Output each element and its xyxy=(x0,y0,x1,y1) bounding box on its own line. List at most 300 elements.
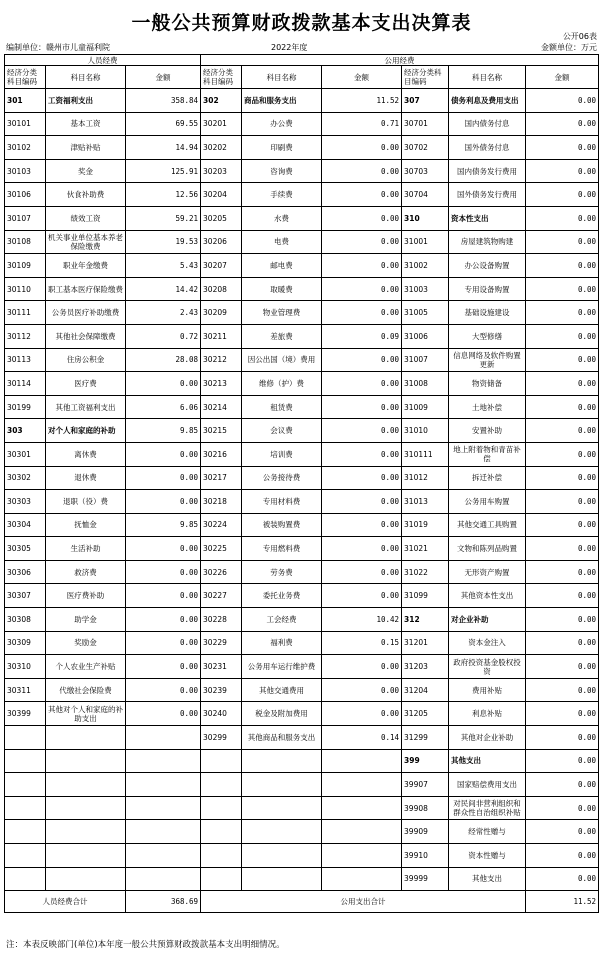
item-name xyxy=(242,844,322,868)
item-name: 手续费 xyxy=(242,183,322,207)
item-amount: 0.09 xyxy=(322,324,402,348)
item-name xyxy=(242,820,322,844)
item-name xyxy=(46,726,126,750)
item-code: 30216 xyxy=(201,442,242,466)
item-name: 职工基本医疗保险缴费 xyxy=(46,277,126,301)
column-header-row xyxy=(5,66,599,89)
item-amount xyxy=(322,796,402,820)
item-name: 土地补偿 xyxy=(449,395,526,419)
item-name: 经常性赠与 xyxy=(449,820,526,844)
table-row xyxy=(5,773,599,797)
item-name: 退休费 xyxy=(46,466,126,490)
item-amount: 0.00 xyxy=(322,206,402,230)
item-code: 301 xyxy=(5,89,46,113)
item-amount xyxy=(126,749,201,773)
header-amount: 金额 xyxy=(526,66,599,89)
item-name: 医疗费补助 xyxy=(46,584,126,608)
item-name: 大型修缮 xyxy=(449,324,526,348)
item-name: 其他支出 xyxy=(449,749,526,773)
public-total-value: 11.52 xyxy=(526,891,599,913)
item-code: 30228 xyxy=(201,608,242,632)
item-name: 其他对个人和家庭的补助支出 xyxy=(46,702,126,726)
item-amount: 2.43 xyxy=(126,301,201,325)
item-code: 31299 xyxy=(402,726,449,750)
item-code: 30109 xyxy=(5,254,46,278)
table-row xyxy=(5,183,599,207)
item-code: 30102 xyxy=(5,136,46,160)
item-amount: 0.00 xyxy=(126,537,201,561)
item-name: 被装购置费 xyxy=(242,513,322,537)
item-amount xyxy=(126,867,201,891)
item-code: 30302 xyxy=(5,466,46,490)
item-code xyxy=(5,773,46,797)
section-public: 公用经费 xyxy=(201,55,599,66)
item-code: 30201 xyxy=(201,112,242,136)
item-amount: 0.00 xyxy=(322,230,402,254)
item-name: 资本性赠与 xyxy=(449,844,526,868)
table-row xyxy=(5,442,599,466)
item-code: 30307 xyxy=(5,584,46,608)
item-amount: 0.00 xyxy=(526,230,599,254)
item-amount: 0.00 xyxy=(526,608,599,632)
item-code: 30108 xyxy=(5,230,46,254)
item-amount: 0.00 xyxy=(126,678,201,702)
item-name xyxy=(46,867,126,891)
item-amount xyxy=(126,844,201,868)
item-name: 维修（护）费 xyxy=(242,372,322,396)
item-amount: 14.94 xyxy=(126,136,201,160)
table-row xyxy=(5,678,599,702)
item-amount: 0.00 xyxy=(322,395,402,419)
item-name: 公务接待费 xyxy=(242,466,322,490)
item-name: 伙食补助费 xyxy=(46,183,126,207)
item-code: 31008 xyxy=(402,372,449,396)
item-amount xyxy=(126,796,201,820)
item-amount: 0.00 xyxy=(526,183,599,207)
item-code: 310111 xyxy=(402,442,449,466)
item-code xyxy=(201,820,242,844)
item-amount: 14.42 xyxy=(126,277,201,301)
item-amount: 0.00 xyxy=(526,655,599,679)
item-name: 委托业务费 xyxy=(242,584,322,608)
item-name: 职业年金缴费 xyxy=(46,254,126,278)
table-row xyxy=(5,277,599,301)
item-code: 31002 xyxy=(402,254,449,278)
item-name: 咨询费 xyxy=(242,159,322,183)
item-name: 国家赔偿费用支出 xyxy=(449,773,526,797)
item-code xyxy=(5,844,46,868)
item-code: 303 xyxy=(5,419,46,443)
item-code xyxy=(201,796,242,820)
item-amount: 28.08 xyxy=(126,348,201,372)
table-row xyxy=(5,631,599,655)
item-code: 31099 xyxy=(402,584,449,608)
header-amount: 金额 xyxy=(322,66,402,89)
item-amount: 0.00 xyxy=(322,136,402,160)
item-name: 培训费 xyxy=(242,442,322,466)
item-amount: 0.00 xyxy=(526,560,599,584)
item-amount: 0.00 xyxy=(526,89,599,113)
item-code: 30107 xyxy=(5,206,46,230)
item-code: 30214 xyxy=(201,395,242,419)
item-name: 工会经费 xyxy=(242,608,322,632)
item-name: 绩效工资 xyxy=(46,206,126,230)
table-row xyxy=(5,395,599,419)
item-name: 津贴补贴 xyxy=(46,136,126,160)
item-code: 39908 xyxy=(402,796,449,820)
item-name xyxy=(46,844,126,868)
item-amount: 59.21 xyxy=(126,206,201,230)
table-row xyxy=(5,136,599,160)
table-row xyxy=(5,324,599,348)
item-code: 30304 xyxy=(5,513,46,537)
item-code: 30310 xyxy=(5,655,46,679)
item-code: 30113 xyxy=(5,348,46,372)
item-code: 307 xyxy=(402,89,449,113)
table-row xyxy=(5,655,599,679)
item-code: 39910 xyxy=(402,844,449,868)
item-name xyxy=(46,773,126,797)
item-amount: 0.00 xyxy=(526,513,599,537)
item-code: 30110 xyxy=(5,277,46,301)
item-name: 公务员医疗补助缴费 xyxy=(46,301,126,325)
item-amount: 0.00 xyxy=(526,419,599,443)
table-row xyxy=(5,254,599,278)
item-code: 30239 xyxy=(201,678,242,702)
item-name: 住房公积金 xyxy=(46,348,126,372)
item-name: 其他社会保障缴费 xyxy=(46,324,126,348)
item-code xyxy=(5,867,46,891)
item-code: 30226 xyxy=(201,560,242,584)
item-code: 30209 xyxy=(201,301,242,325)
item-name: 对企业补助 xyxy=(449,608,526,632)
item-name: 其他对企业补助 xyxy=(449,726,526,750)
item-amount xyxy=(322,844,402,868)
item-code: 30111 xyxy=(5,301,46,325)
item-name: 政府投资基金股权投资 xyxy=(449,655,526,679)
item-name: 安置补助 xyxy=(449,419,526,443)
item-amount: 0.00 xyxy=(322,159,402,183)
item-amount: 0.71 xyxy=(322,112,402,136)
table-row xyxy=(5,419,599,443)
table-row xyxy=(5,372,599,396)
item-amount: 0.00 xyxy=(126,560,201,584)
item-code: 30218 xyxy=(201,490,242,514)
item-code: 30309 xyxy=(5,631,46,655)
item-name: 其他交通工具购置 xyxy=(449,513,526,537)
table-row xyxy=(5,89,599,113)
item-code: 30206 xyxy=(201,230,242,254)
item-code: 30224 xyxy=(201,513,242,537)
item-amount: 0.00 xyxy=(526,678,599,702)
item-name: 税金及附加费用 xyxy=(242,702,322,726)
item-code: 31019 xyxy=(402,513,449,537)
item-amount xyxy=(322,773,402,797)
item-name: 国外债务付息 xyxy=(449,136,526,160)
table-row xyxy=(5,230,599,254)
item-code: 30225 xyxy=(201,537,242,561)
item-amount: 0.00 xyxy=(526,254,599,278)
item-name xyxy=(46,820,126,844)
item-amount xyxy=(322,749,402,773)
item-name xyxy=(46,796,126,820)
item-amount: 0.00 xyxy=(322,655,402,679)
item-amount: 0.00 xyxy=(126,702,201,726)
report-year: 2022年度 xyxy=(271,43,308,52)
item-amount: 125.91 xyxy=(126,159,201,183)
item-name: 离休费 xyxy=(46,442,126,466)
item-name xyxy=(242,773,322,797)
item-name: 助学金 xyxy=(46,608,126,632)
item-name: 印刷费 xyxy=(242,136,322,160)
item-amount: 0.00 xyxy=(322,678,402,702)
header-name: 科目名称 xyxy=(242,66,322,89)
item-name: 文物和陈列品购置 xyxy=(449,537,526,561)
table-row xyxy=(5,726,599,750)
item-code: 31204 xyxy=(402,678,449,702)
item-code xyxy=(5,726,46,750)
item-amount: 0.00 xyxy=(526,136,599,160)
item-name: 退职（役）费 xyxy=(46,490,126,514)
item-amount: 0.00 xyxy=(322,372,402,396)
item-name: 对民间非营利组织和群众性自治组织补贴 xyxy=(449,796,526,820)
expenditure-table xyxy=(4,54,599,913)
item-code xyxy=(201,844,242,868)
table-row xyxy=(5,608,599,632)
item-code: 30227 xyxy=(201,584,242,608)
item-amount: 0.00 xyxy=(322,348,402,372)
item-name: 其他商品和服务支出 xyxy=(242,726,322,750)
table-row xyxy=(5,537,599,561)
item-code: 30203 xyxy=(201,159,242,183)
header-name: 科目名称 xyxy=(46,66,126,89)
item-name: 邮电费 xyxy=(242,254,322,278)
item-code: 30202 xyxy=(201,136,242,160)
table-row xyxy=(5,796,599,820)
table-row xyxy=(5,702,599,726)
item-amount: 0.00 xyxy=(126,584,201,608)
item-amount: 0.00 xyxy=(526,206,599,230)
item-code: 30207 xyxy=(201,254,242,278)
item-name: 专用材料费 xyxy=(242,490,322,514)
item-name: 奖金 xyxy=(46,159,126,183)
table-row xyxy=(5,749,599,773)
item-code: 310 xyxy=(402,206,449,230)
item-name: 差旅费 xyxy=(242,324,322,348)
header-code: 经济分类科目编码 xyxy=(402,66,449,89)
item-amount: 12.56 xyxy=(126,183,201,207)
item-name xyxy=(242,867,322,891)
item-amount xyxy=(322,820,402,844)
item-name: 因公出国（境）费用 xyxy=(242,348,322,372)
item-code: 30213 xyxy=(201,372,242,396)
item-code: 30704 xyxy=(402,183,449,207)
item-code: 31201 xyxy=(402,631,449,655)
item-code: 312 xyxy=(402,608,449,632)
item-amount xyxy=(126,773,201,797)
item-name: 物业管理费 xyxy=(242,301,322,325)
item-name: 代缴社会保险费 xyxy=(46,678,126,702)
table-row xyxy=(5,159,599,183)
item-code: 30701 xyxy=(402,112,449,136)
item-name: 公务用车购置 xyxy=(449,490,526,514)
table-number: 公开06表 xyxy=(562,32,597,41)
item-amount: 0.00 xyxy=(322,537,402,561)
item-name: 劳务费 xyxy=(242,560,322,584)
item-code: 30211 xyxy=(201,324,242,348)
header-code: 经济分类科目编码 xyxy=(5,66,46,89)
item-amount: 0.00 xyxy=(526,820,599,844)
item-amount: 0.00 xyxy=(526,301,599,325)
table-row xyxy=(5,513,599,537)
item-name: 专用设备购置 xyxy=(449,277,526,301)
item-code: 39907 xyxy=(402,773,449,797)
item-name: 租赁费 xyxy=(242,395,322,419)
item-name: 福利费 xyxy=(242,631,322,655)
item-amount: 0.00 xyxy=(126,655,201,679)
item-name: 拆迁补偿 xyxy=(449,466,526,490)
item-code: 30101 xyxy=(5,112,46,136)
item-code: 31010 xyxy=(402,419,449,443)
item-amount: 0.00 xyxy=(526,112,599,136)
item-amount: 0.00 xyxy=(322,183,402,207)
item-amount: 0.00 xyxy=(526,844,599,868)
item-code: 31203 xyxy=(402,655,449,679)
item-name xyxy=(242,749,322,773)
item-amount: 5.43 xyxy=(126,254,201,278)
item-code: 31009 xyxy=(402,395,449,419)
table-row xyxy=(5,820,599,844)
item-code xyxy=(201,749,242,773)
item-name: 办公设备购置 xyxy=(449,254,526,278)
item-code: 302 xyxy=(201,89,242,113)
item-code: 31022 xyxy=(402,560,449,584)
item-amount: 0.00 xyxy=(526,584,599,608)
item-code: 30199 xyxy=(5,395,46,419)
header-amount: 金额 xyxy=(126,66,201,89)
item-name: 利息补贴 xyxy=(449,702,526,726)
item-name: 物资储备 xyxy=(449,372,526,396)
item-code: 30301 xyxy=(5,442,46,466)
item-amount: 0.00 xyxy=(526,702,599,726)
item-amount: 0.00 xyxy=(126,631,201,655)
item-code: 30311 xyxy=(5,678,46,702)
item-code: 30703 xyxy=(402,159,449,183)
item-amount: 0.00 xyxy=(126,372,201,396)
table-row xyxy=(5,466,599,490)
item-code xyxy=(5,749,46,773)
item-amount: 0.00 xyxy=(526,159,599,183)
item-name: 资本性支出 xyxy=(449,206,526,230)
item-name: 专用燃料费 xyxy=(242,537,322,561)
report-meta xyxy=(6,42,597,53)
item-amount: 11.52 xyxy=(322,89,402,113)
totals-row xyxy=(5,891,599,913)
item-name: 对个人和家庭的补助 xyxy=(46,419,126,443)
public-total-label: 公用支出合计 xyxy=(201,891,526,913)
item-amount: 0.00 xyxy=(526,867,599,891)
item-name: 商品和服务支出 xyxy=(242,89,322,113)
item-name: 公务用车运行维护费 xyxy=(242,655,322,679)
item-amount: 0.00 xyxy=(526,395,599,419)
table-row xyxy=(5,301,599,325)
item-code: 30208 xyxy=(201,277,242,301)
item-code xyxy=(201,773,242,797)
item-code: 31012 xyxy=(402,466,449,490)
amount-unit: 金额单位：万元 xyxy=(541,43,597,52)
item-amount: 6.06 xyxy=(126,395,201,419)
item-name: 债务利息及费用支出 xyxy=(449,89,526,113)
item-code: 31005 xyxy=(402,301,449,325)
item-code: 30103 xyxy=(5,159,46,183)
table-row xyxy=(5,844,599,868)
item-code: 30212 xyxy=(201,348,242,372)
table-row xyxy=(5,348,599,372)
item-amount: 0.00 xyxy=(126,608,201,632)
item-code: 31006 xyxy=(402,324,449,348)
item-name: 其他资本性支出 xyxy=(449,584,526,608)
item-code: 30205 xyxy=(201,206,242,230)
item-code: 30112 xyxy=(5,324,46,348)
item-amount: 0.00 xyxy=(322,442,402,466)
item-code: 30231 xyxy=(201,655,242,679)
item-amount: 0.00 xyxy=(322,702,402,726)
item-amount xyxy=(322,867,402,891)
item-amount: 9.85 xyxy=(126,419,201,443)
item-code: 30308 xyxy=(5,608,46,632)
item-name: 水费 xyxy=(242,206,322,230)
item-code: 30217 xyxy=(201,466,242,490)
item-code: 30305 xyxy=(5,537,46,561)
table-row xyxy=(5,490,599,514)
item-name: 奖励金 xyxy=(46,631,126,655)
item-amount: 0.00 xyxy=(526,490,599,514)
item-amount: 0.00 xyxy=(322,560,402,584)
item-name: 费用补贴 xyxy=(449,678,526,702)
item-name: 电费 xyxy=(242,230,322,254)
table-row xyxy=(5,584,599,608)
item-code: 30399 xyxy=(5,702,46,726)
item-amount: 0.15 xyxy=(322,631,402,655)
item-amount: 0.00 xyxy=(126,490,201,514)
item-amount: 0.00 xyxy=(526,442,599,466)
item-code: 30106 xyxy=(5,183,46,207)
item-amount: 10.42 xyxy=(322,608,402,632)
item-code: 30229 xyxy=(201,631,242,655)
header-name: 科目名称 xyxy=(449,66,526,89)
item-name xyxy=(46,749,126,773)
item-code: 30303 xyxy=(5,490,46,514)
item-amount: 69.55 xyxy=(126,112,201,136)
item-amount: 0.00 xyxy=(526,726,599,750)
item-name: 国内债务发行费用 xyxy=(449,159,526,183)
table-row xyxy=(5,867,599,891)
personnel-total-label: 人员经费合计 xyxy=(5,891,126,913)
item-name: 基础设施建设 xyxy=(449,301,526,325)
item-code: 30702 xyxy=(402,136,449,160)
item-name: 救济费 xyxy=(46,560,126,584)
item-amount: 9.85 xyxy=(126,513,201,537)
item-name: 其他支出 xyxy=(449,867,526,891)
item-code: 30240 xyxy=(201,702,242,726)
item-amount xyxy=(126,820,201,844)
item-code: 31003 xyxy=(402,277,449,301)
table-row xyxy=(5,560,599,584)
item-code xyxy=(5,820,46,844)
item-name: 会议费 xyxy=(242,419,322,443)
item-code: 31021 xyxy=(402,537,449,561)
item-name: 无形资产购置 xyxy=(449,560,526,584)
